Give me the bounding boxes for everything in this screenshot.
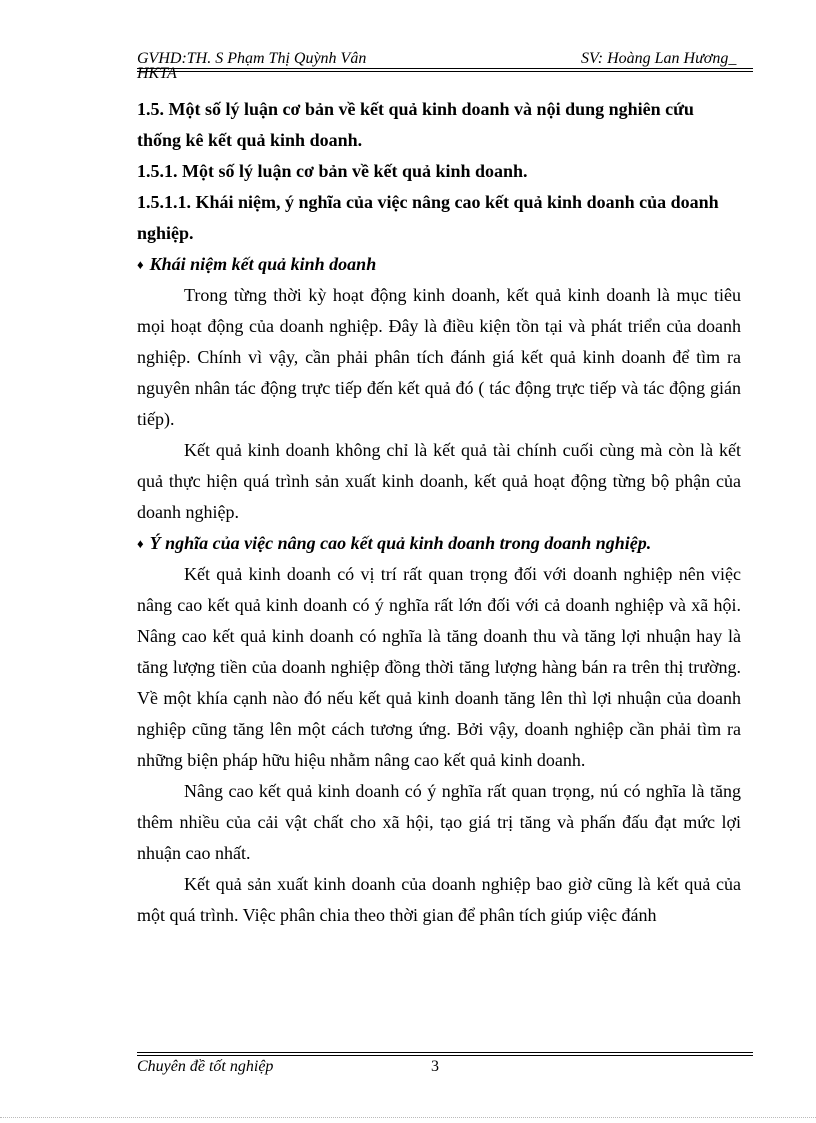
page-header xyxy=(137,50,753,90)
bullet-heading-concept xyxy=(137,249,741,280)
header-advisor: GVHD:TH. S Phạm Thị Quỳnh Vân xyxy=(137,50,367,67)
header-rule xyxy=(137,68,753,69)
header-class: HKTA xyxy=(137,65,177,82)
paragraph: Kết quả kinh doanh có vị trí rất quan trọng đối với doanh nghiệp nên việc nâng cao kết quả kinh doanh có ý nghĩa rất lớn đối với cả doanh nghiệp và xã hội. Nâng cao kết quả kinh doanh có nghĩa là tăng doanh thu và tăng lợi nhuận hay là tăng lượng tiền của doanh nghiệp đồng thời tăng lượng hàng bán ra trên thị trường. Về một khía cạnh nào đó nếu kết quả kinh doanh tăng lên thì lợi nhuận của doanh nghiệp cũng tăng lên một cách tương ứng. Bởi vậy, doanh nghiệp cần phải tìm ra những biện pháp hữu hiệu nhằm nâng cao kết quả kinh doanh. xyxy=(137,564,741,770)
heading-1-5-1-1: 1.5.1.1. Khái niệm, ý nghĩa của việc nâng cao kết quả kinh doanh của doanh nghiệp. xyxy=(137,192,719,243)
paragraph: Trong từng thời kỳ hoạt động kinh doanh, kết quả kinh doanh là mục tiêu mọi hoạt động của doanh nghiệp. Đây là điều kiện tồn tại và phát triển của doanh nghiệp. Chính vì vậy, cần phải phân tích đánh giá kết quả kinh doanh để tìm ra nguyên nhân tác động trực tiếp đến kết quả đó ( tác động trực tiếp và tác động gián tiếp). xyxy=(137,285,741,429)
page-number: 3 xyxy=(431,1058,439,1075)
diamond-bullet-icon: ♦ xyxy=(137,257,144,272)
heading-1-5: 1.5. Một số lý luận cơ bản về kết quả kinh doanh và nội dung nghiên cứu thống kê kết quả kinh doanh. xyxy=(137,99,694,150)
bullet-heading-text: Khái niệm kết quả kinh doanh xyxy=(149,254,377,274)
paragraph: Kết quả kinh doanh không chỉ là kết quả tài chính cuối cùng mà còn là kết quả thực hiện quá trình sản xuất kinh doanh, kết quả hoạt động từng bộ phận của doanh nghiệp. xyxy=(137,440,741,522)
paragraph: Nâng cao kết quả kinh doanh có ý nghĩa rất quan trọng, nú có nghĩa là tăng thêm nhiều của cải vật chất cho xã hội, tạo giá trị tăng và phấn đấu đạt mức lợi nhuận cao nhất. xyxy=(137,781,741,863)
document-body xyxy=(137,94,741,931)
diamond-bullet-icon: ♦ xyxy=(137,536,144,551)
heading-1-5-1: 1.5.1. Một số lý luận cơ bản về kết quả kinh doanh. xyxy=(137,161,528,181)
header-rule-inner xyxy=(137,71,753,72)
bullet-heading-significance xyxy=(137,528,741,559)
paragraph: Kết quả sản xuất kinh doanh của doanh nghiệp bao giờ cũng là kết quả của một quá trình. Việc phân chia theo thời gian để phân tích giúp việc đánh xyxy=(137,874,741,925)
footer-rule-inner xyxy=(137,1052,753,1053)
footer-title: Chuyên đề tốt nghiệp xyxy=(137,1058,274,1075)
page-bottom-edge xyxy=(0,1117,816,1118)
header-student: SV: Hoàng Lan Hương_ xyxy=(581,50,737,67)
bullet-heading-text: Ý nghĩa của việc nâng cao kết quả kinh doanh trong doanh nghiệp. xyxy=(149,533,652,553)
footer-rule xyxy=(137,1055,753,1056)
